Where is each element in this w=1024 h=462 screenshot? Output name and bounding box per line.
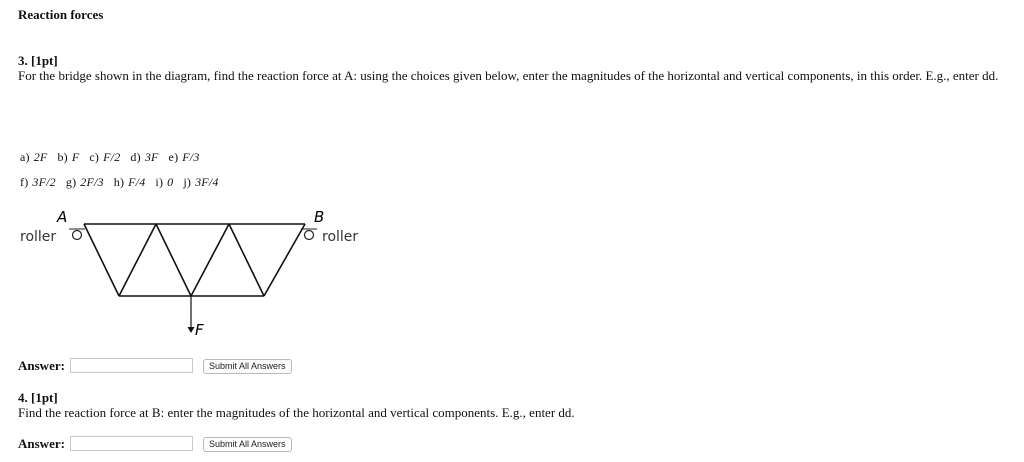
truss-members: [84, 224, 305, 296]
roller-left-label: roller: [20, 229, 57, 245]
q4-answer-input[interactable]: [70, 436, 193, 451]
q4-number: 4. [1pt]: [18, 390, 58, 405]
choice-key: g): [65, 175, 77, 189]
choice-key: i): [155, 175, 164, 189]
choice-key: a): [20, 150, 30, 164]
choice-value: 2F: [33, 150, 48, 164]
choice-value: 3F/4: [195, 175, 219, 189]
choice-key: f): [20, 175, 29, 189]
roller-right-label: roller: [322, 229, 359, 245]
force-label: F: [195, 321, 204, 339]
choice-key: e): [168, 150, 179, 164]
choice-value: F/2: [103, 150, 121, 164]
choice-value: F/4: [128, 175, 146, 189]
q3-text: For the bridge shown in the diagram, find the reaction force at A: using the choices given below, enter the magnitudes of the horizontal and vertical components, in this order. E.g., enter dd.: [18, 68, 999, 83]
choices-row-2: [20, 175, 229, 190]
choice-key: c): [89, 150, 100, 164]
q4-submit-button[interactable]: Submit All Answers: [203, 437, 292, 452]
bridge-truss-diagram: [0, 200, 400, 350]
choice-key: b): [57, 150, 68, 164]
force-arrow: [188, 296, 195, 333]
page-title: Reaction forces: [18, 7, 104, 22]
choice-value: F: [71, 150, 80, 164]
q3-number: 3. [1pt]: [18, 53, 58, 68]
label-a: A: [57, 208, 68, 226]
q3-submit-button[interactable]: Submit All Answers: [203, 359, 292, 374]
choice-value: 3F: [144, 150, 159, 164]
choice-value: 2F/3: [80, 175, 104, 189]
choice-key: d): [130, 150, 141, 164]
q3-answer-input[interactable]: [70, 358, 193, 373]
choice-value: 0: [167, 175, 174, 189]
label-b: B: [314, 208, 325, 226]
choice-key: j): [183, 175, 192, 189]
q3-answer-label: Answer:: [18, 358, 65, 373]
choices-row-1: [20, 150, 210, 165]
roller-support-b: [301, 229, 317, 240]
roller-support-a: [69, 229, 85, 240]
choice-key: h): [113, 175, 125, 189]
q4-text: Find the reaction force at B: enter the magnitudes of the horizontal and vertical components. E.g., enter dd.: [18, 405, 575, 420]
q4-answer-label: Answer:: [18, 436, 65, 451]
choice-value: 3F/2: [32, 175, 56, 189]
choice-value: F/3: [182, 150, 200, 164]
